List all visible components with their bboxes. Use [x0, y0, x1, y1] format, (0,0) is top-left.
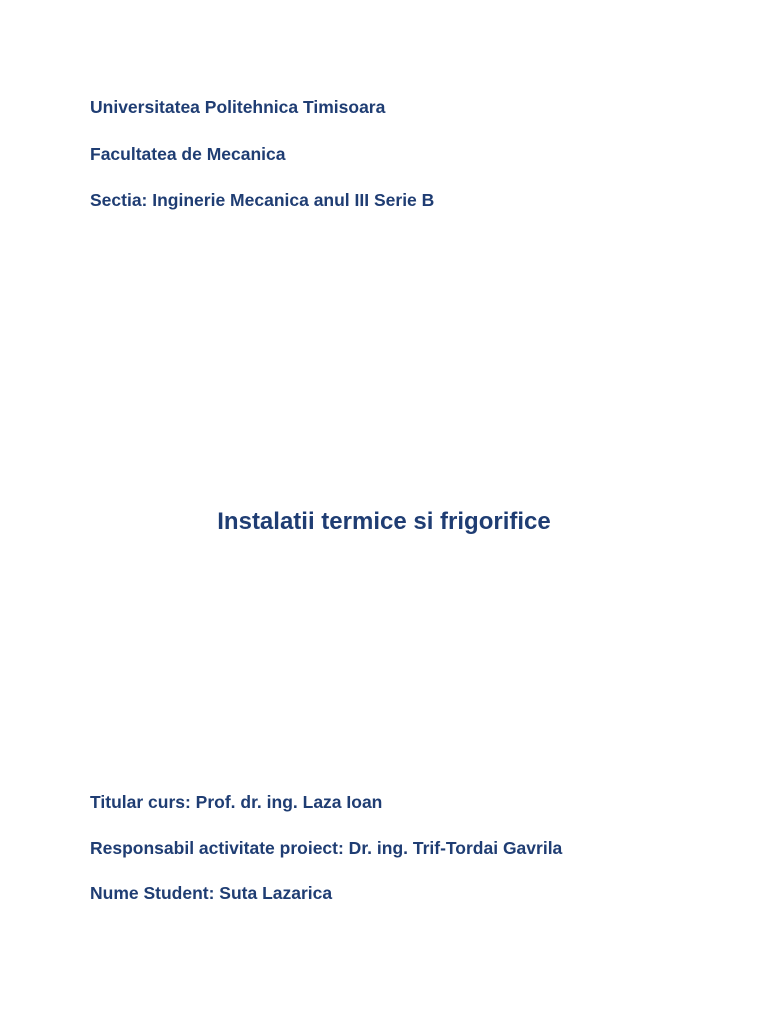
faculty-name: Facultatea de Mecanica: [90, 144, 286, 164]
project-responsible: Responsabil activitate proiect: Dr. ing. Trif-Tordai Gavrila: [90, 838, 563, 858]
university-name: Universitatea Politehnica Timisoara: [90, 97, 386, 117]
document-title: Instalatii termice si frigorifice: [217, 508, 551, 535]
section-info: Sectia: Inginerie Mecanica anul III Serie B: [90, 190, 435, 210]
student-name: Nume Student: Suta Lazarica: [90, 883, 333, 903]
course-holder: Titular curs: Prof. dr. ing. Laza Ioan: [90, 792, 383, 812]
